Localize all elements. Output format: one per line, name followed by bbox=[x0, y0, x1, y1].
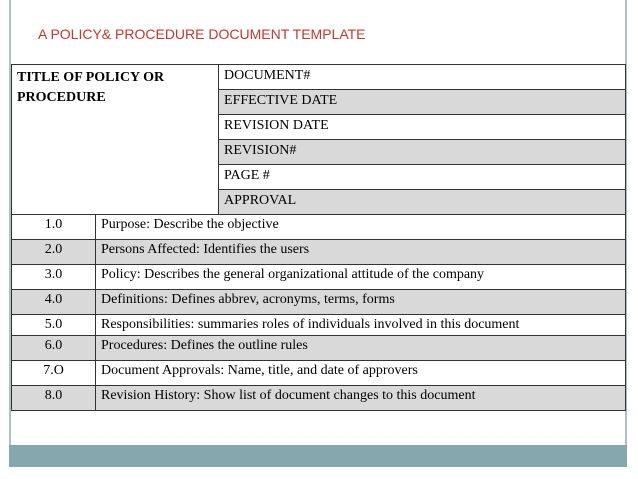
section-row bbox=[12, 386, 626, 411]
field-document-number: DOCUMENT# bbox=[219, 65, 626, 90]
section-description: Document Approvals: Name, title, and date of approvers bbox=[96, 361, 626, 386]
field-revision-date: REVISION DATE bbox=[219, 115, 626, 140]
section-description: Policy: Describes the general organizational attitude of the company bbox=[96, 265, 626, 290]
section-row bbox=[12, 336, 626, 361]
section-row bbox=[12, 215, 626, 240]
field-effective-date: EFFECTIVE DATE bbox=[219, 90, 626, 115]
section-description: Procedures: Defines the outline rules bbox=[96, 336, 626, 361]
section-row bbox=[12, 290, 626, 315]
section-description: Revision History: Show list of document changes to this document bbox=[96, 386, 626, 411]
section-number: 8.0 bbox=[12, 386, 96, 411]
section-number: 2.0 bbox=[12, 240, 96, 265]
section-number: 3.0 bbox=[12, 265, 96, 290]
section-number: 7.O bbox=[12, 361, 96, 386]
section-row bbox=[12, 315, 626, 336]
section-description: Purpose: Describe the objective bbox=[96, 215, 626, 240]
field-revision-number: REVISION# bbox=[219, 140, 626, 165]
section-row bbox=[12, 265, 626, 290]
section-description: Persons Affected: Identifies the users bbox=[96, 240, 626, 265]
section-row bbox=[12, 361, 626, 386]
section-number: 4.0 bbox=[12, 290, 96, 315]
header-row bbox=[12, 65, 626, 90]
footer-bar bbox=[9, 445, 627, 467]
section-row bbox=[12, 240, 626, 265]
section-description: Responsibilities: summaries roles of individuals involved in this document bbox=[96, 315, 626, 336]
field-approval: APPROVAL bbox=[219, 190, 626, 215]
section-number: 6.0 bbox=[12, 336, 96, 361]
slide-title: A POLICY& PROCEDURE DOCUMENT TEMPLATE bbox=[38, 26, 366, 42]
section-number: 1.0 bbox=[12, 215, 96, 240]
policy-template-table bbox=[11, 64, 626, 411]
policy-title-cell: TITLE OF POLICY OR PROCEDURE bbox=[12, 65, 219, 215]
section-number: 5.0 bbox=[12, 315, 96, 336]
field-page-number: PAGE # bbox=[219, 165, 626, 190]
section-description: Definitions: Defines abbrev, acronyms, terms, forms bbox=[96, 290, 626, 315]
